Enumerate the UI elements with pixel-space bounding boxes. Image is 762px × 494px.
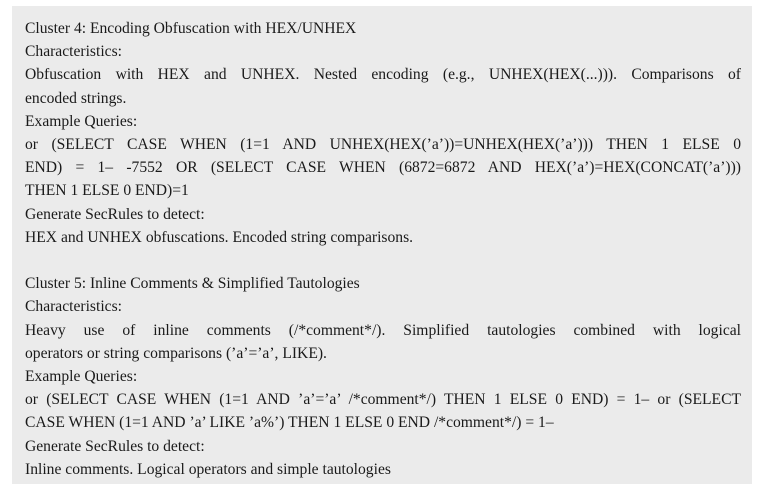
cluster-4-example-line-2: END) = 1– -7552 OR (SELECT CASE WHEN (6872=6872 AND HEX(’a’)=HEX(CONCAT(’a’))) [25, 159, 741, 177]
section-spacer [25, 249, 741, 272]
cluster-4-example-line-1: or (SELECT CASE WHEN (1=1 AND UNHEX(HEX(’a’))=UNHEX(HEX(’a’))) THEN 1 ELSE 0 [25, 136, 741, 154]
cluster-5-characteristics-line-1: Heavy use of inline comments (/*comment*/). Simplified tautologies combined with logical [25, 321, 741, 339]
cluster-4-examples-label: Example Queries: [25, 112, 138, 130]
cluster-5-characteristics-label: Characteristics: [25, 298, 122, 316]
cluster-4-characteristics-label: Characteristics: [25, 43, 122, 61]
content-box [12, 6, 752, 484]
cluster-4-secrules-text: HEX and UNHEX obfuscations. Encoded string comparisons. [25, 228, 414, 246]
cluster-5-examples-label: Example Queries: [25, 368, 138, 386]
cluster-5-secrules-label: Generate SecRules to detect: [25, 437, 205, 455]
cluster-5-example-line-2: CASE WHEN (1=1 AND ’a’ LIKE ’a%’) THEN 1 ELSE 0 END /*comment*/) = 1– [25, 414, 554, 432]
cluster-4-section [25, 17, 741, 249]
cluster-4-characteristics-line-1: Obfuscation with HEX and UNHEX. Nested encoding (e.g., UNHEX(HEX(...))). Comparisons of [25, 66, 741, 84]
cluster-4-characteristics-line-2: encoded strings. [25, 89, 127, 107]
cluster-5-example-line-1: or (SELECT CASE WHEN (1=1 AND ’a’=’a’ /*comment*/) THEN 1 ELSE 0 END) = 1– or (SELECT [25, 391, 741, 409]
cluster-5-characteristics-line-2: operators or string comparisons (’a’=’a’, LIKE). [25, 344, 327, 362]
cluster-4-title: Cluster 4: Encoding Obfuscation with HEX/UNHEX [25, 20, 357, 37]
cluster-5-section [25, 272, 741, 481]
cluster-4-secrules-label: Generate SecRules to detect: [25, 205, 205, 223]
cluster-5-title: Cluster 5: Inline Comments & Simplified Tautologies [25, 275, 360, 293]
cluster-4-example-line-3: THEN 1 ELSE 0 END)=1 [25, 182, 189, 200]
cluster-5-secrules-text: Inline comments. Logical operators and simple tautologies [25, 460, 391, 478]
